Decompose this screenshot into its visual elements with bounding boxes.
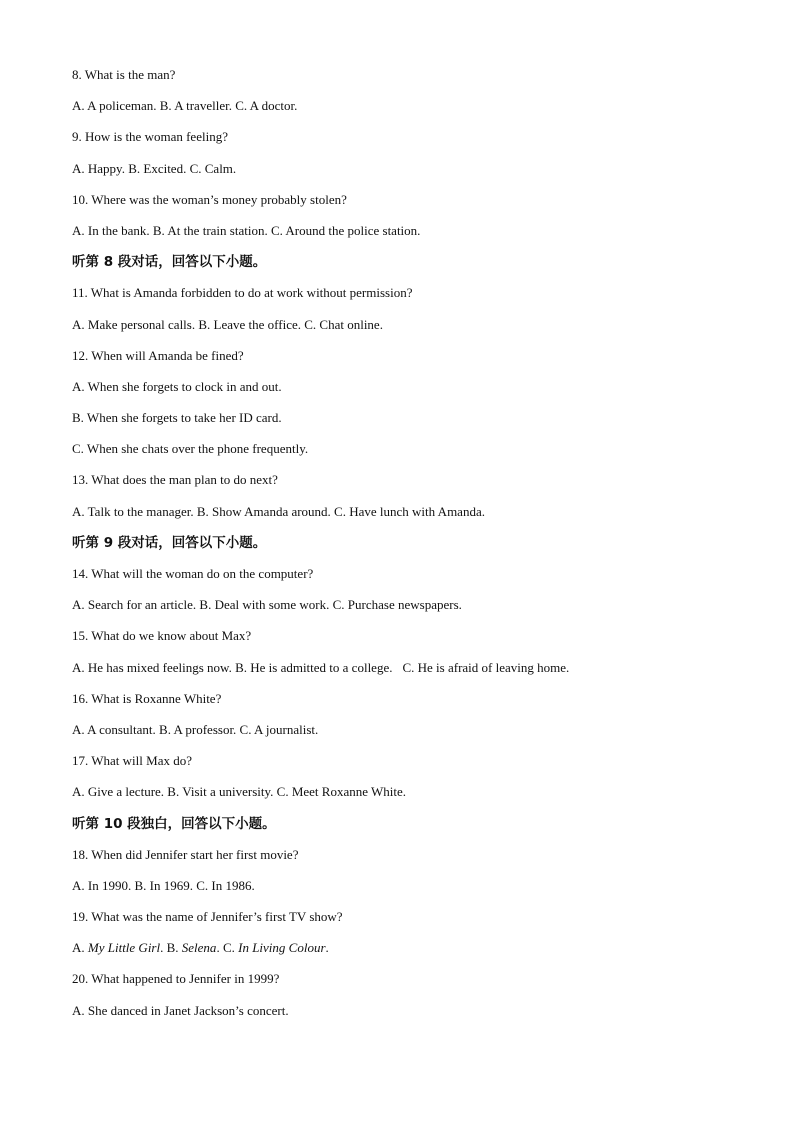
line-segment: A. He has mixed feelings now. B. He is admitted to a college. [72, 659, 393, 675]
document-line: A. A policeman. B. A traveller. C. A doctor. [72, 98, 298, 114]
line-segment: . B. [160, 940, 182, 956]
document-line: A. In the bank. B. At the train station. C. Around the police station. [72, 222, 421, 238]
document-line: 12. When will Amanda be fined? [72, 347, 244, 363]
document-line [72, 937, 732, 968]
line-segment: A. [72, 940, 88, 956]
section-heading: 听第 8 段对话，回答以下小题。 [72, 254, 267, 271]
document-line: A. Give a lecture. B. Visit a university. C. Meet Roxanne White. [72, 784, 407, 800]
line-segment: . [325, 940, 329, 956]
document-line [72, 657, 732, 688]
section-heading: 听第 9 段对话，回答以下小题。 [72, 534, 267, 551]
document-line: A. Happy. B. Excited. C. Calm. [72, 160, 237, 176]
document-line: 19. What was the name of Jennifer’s first TV show? [72, 909, 343, 925]
document-page [72, 64, 732, 1031]
document-line: 18. When did Jennifer start her first movie? [72, 846, 299, 862]
italic-title: In Living Colour [238, 940, 326, 956]
document-line: 16. What is Roxanne White? [72, 690, 222, 706]
document-line: A. When she forgets to clock in and out. [72, 378, 282, 394]
line-segment: C. He is afraid of leaving home. [402, 659, 570, 675]
document-line: 13. What does the man plan to do next? [72, 472, 278, 488]
document-line: 10. Where was the woman’s money probably stolen? [72, 191, 347, 207]
document-line: 11. What is Amanda forbidden to do at work without permission? [72, 285, 413, 301]
document-line: 14. What will the woman do on the computer? [72, 566, 314, 581]
italic-title: Selena [181, 940, 217, 956]
document-line: 8. What is the man? [72, 67, 176, 82]
document-line: 15. What do we know about Max? [72, 628, 252, 644]
document-line: C. When she chats over the phone frequently. [72, 441, 309, 457]
document-line: A. Search for an article. B. Deal with some work. C. Purchase newspapers. [72, 597, 462, 613]
document-line: 9. How is the woman feeling? [72, 129, 228, 145]
document-line: 17. What will Max do? [72, 753, 192, 769]
document-line: A. Make personal calls. B. Leave the office. C. Chat online. [72, 316, 383, 332]
document-line: A. In 1990. B. In 1969. C. In 1986. [72, 877, 255, 893]
italic-title: My Little Girl [87, 940, 161, 956]
section-heading: 听第 10 段独白，回答以下小题。 [72, 815, 276, 832]
document-line: A. A consultant. B. A professor. C. A journalist. [72, 721, 319, 737]
document-line: A. Talk to the manager. B. Show Amanda around. C. Have lunch with Amanda. [72, 503, 485, 519]
document-line: A. She danced in Janet Jackson’s concert. [72, 1002, 289, 1018]
line-segment: . C. [216, 940, 239, 956]
document-line: 20. What happened to Jennifer in 1999? [72, 971, 280, 987]
document-line: B. When she forgets to take her ID card. [72, 410, 282, 426]
